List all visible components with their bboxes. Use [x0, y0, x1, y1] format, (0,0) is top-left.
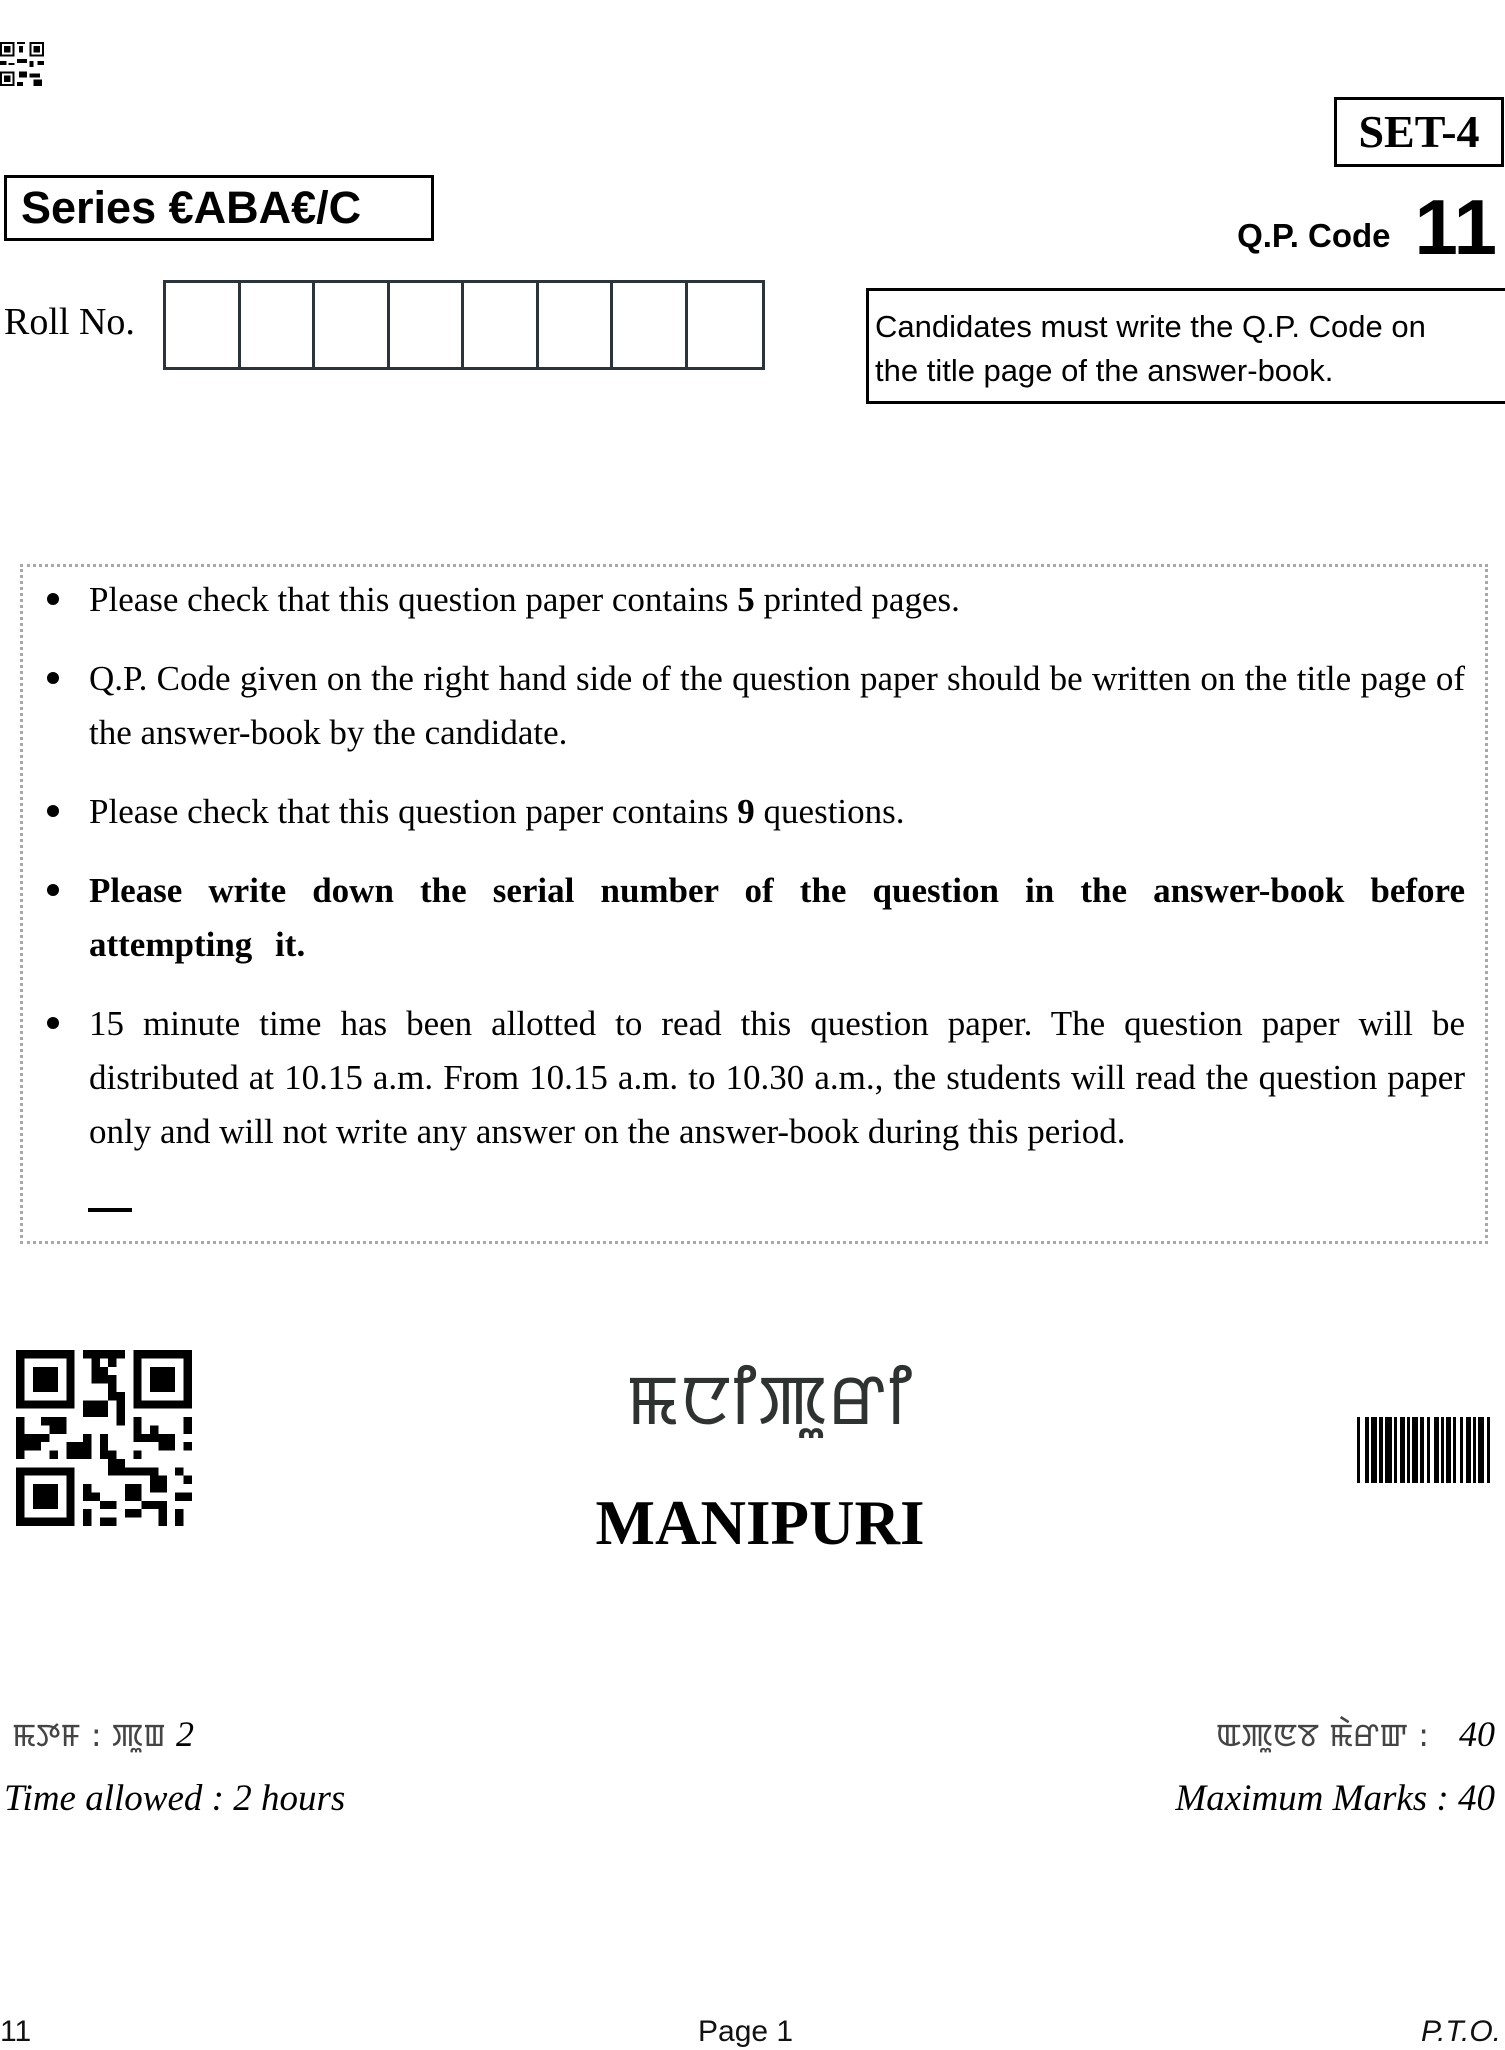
end-of-instructions-dash: [88, 1208, 132, 1212]
instruction-item: 15 minute time has been allotted to read this question paper. The question paper will be distributed at 10.15 a.m. From 10.15 a.m. to 10.30 a.m., the students will read the question paper only and will not write any answer on the answer-book during this period.: [89, 997, 1465, 1159]
maximum-marks: Maximum Marks : 40: [1175, 1778, 1495, 1819]
roll-no-boxes[interactable]: [163, 280, 765, 370]
roll-no-cell[interactable]: [166, 283, 241, 367]
instructions-box: [20, 564, 1488, 1244]
candidates-note-line: the title page of the answer-book.: [875, 353, 1334, 388]
roll-no-cell[interactable]: [464, 283, 539, 367]
qp-code-label: Q.P. Code: [1237, 217, 1391, 254]
set-label: SET-4: [1334, 97, 1504, 167]
bullet-icon: [47, 884, 59, 896]
barcode-icon: [1357, 1417, 1490, 1483]
candidates-note-line: Candidates must write the Q.P. Code on: [875, 309, 1426, 344]
roll-no-cell[interactable]: [613, 283, 688, 367]
bullet-icon: [47, 1017, 59, 1029]
footer-qp-code: 11: [0, 2015, 32, 2048]
instruction-item: Q.P. Code given on the right hand side of the question paper should be written on the title page of the answer-book by the candidate.: [89, 652, 1465, 760]
roll-no-cell[interactable]: [315, 283, 390, 367]
bullet-icon: [47, 672, 59, 684]
qr-code-icon: [16, 1350, 192, 1526]
series-label: Series €ABA€/C: [4, 175, 434, 241]
time-allowed-meitei: ꯃꯇꯝ : ꯄꯨꯡ 2: [12, 1714, 194, 1754]
roll-no-label: Roll No.: [4, 301, 135, 343]
instruction-item: Please write down the serial number of the question in the answer-book before attempting it.: [89, 864, 1465, 972]
roll-no-cell[interactable]: [688, 283, 763, 367]
subject-title-meitei: ꯃꯅꯤꯄꯨꯔꯤ: [626, 1359, 914, 1441]
bullet-icon: [47, 805, 59, 817]
subject-title: MANIPURI: [595, 1488, 925, 1558]
qr-code-small-icon: [0, 42, 44, 86]
qp-code: [1237, 183, 1497, 271]
time-allowed: Time allowed : 2 hours: [4, 1778, 346, 1819]
roll-no-cell[interactable]: [241, 283, 316, 367]
qp-code-value: 11: [1414, 183, 1497, 271]
footer-pto: P.T.O.: [1420, 2015, 1501, 2048]
bullet-icon: [47, 593, 59, 605]
instruction-item: Please check that this question paper contains 5 printed pages.: [89, 573, 1465, 627]
maximum-marks-meitei: ꯑꯄꯨꯟꯕ ꯃꯥꯔꯛ : 40: [1215, 1714, 1495, 1754]
roll-no-cell[interactable]: [390, 283, 465, 367]
candidates-note-box: [866, 288, 1505, 404]
roll-no-cell[interactable]: [539, 283, 614, 367]
footer-page-number: Page 1: [698, 2015, 794, 2048]
instruction-item: Please check that this question paper contains 9 questions.: [89, 785, 1465, 839]
